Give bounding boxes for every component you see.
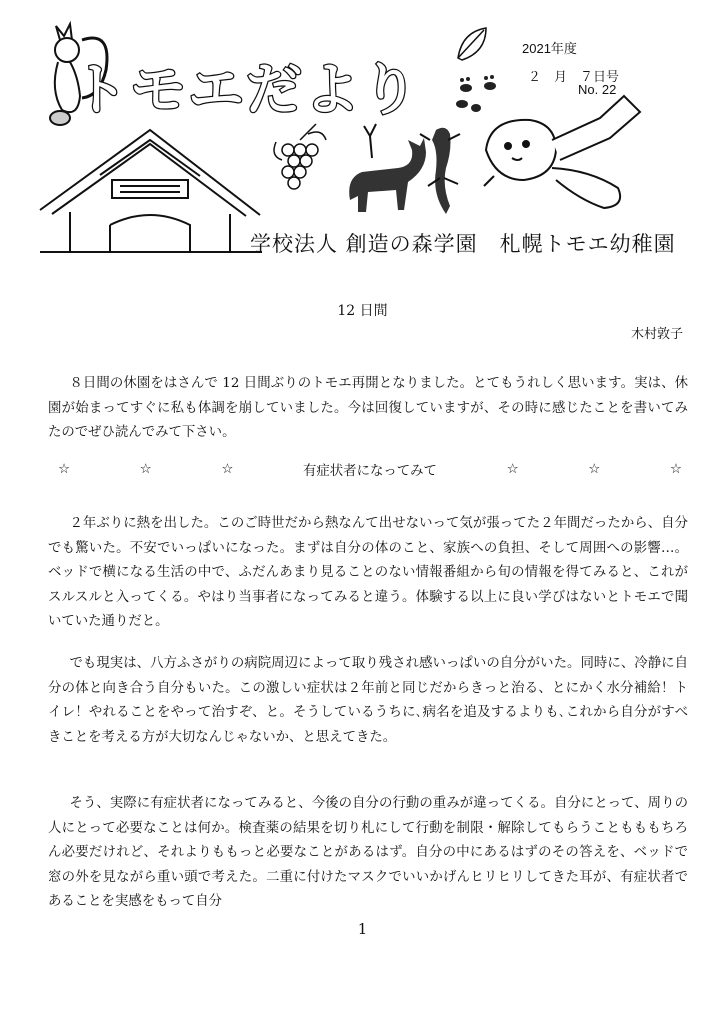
lizard-icon: [420, 128, 460, 214]
masthead: [0, 0, 725, 270]
issue-number: No. 22: [578, 82, 617, 97]
school-name: 学校法人 創造の森学園 札幌トモエ幼稚園: [250, 232, 676, 256]
article-author: 木村敦子: [630, 327, 683, 342]
footprints-icon: [456, 75, 496, 112]
star-decoration: ☆: [506, 462, 519, 477]
body-paragraph-3: そう、実際に有症状者になってみると、今後の自分の行動の重みが違ってくる。自分にとって、周りの人にとって必要なことは何か。検査薬の結果を切り札にして行動を制限・解除してもらうこともももちろん必要だけれど、それよりももっと必要なことがあるはず。自分の中にあるはずのその答えを、ベッドで窓の外を見ながら重い頭で考えた。二重に付けたマスクでいいかげんヒリヒリしてきた耳が、有症状者であることを実感をもって自分: [48, 796, 688, 909]
page-number: 1: [357, 920, 368, 938]
star-decoration: ☆: [58, 462, 71, 477]
section-heading-row: [58, 460, 682, 479]
leaf-icon: [458, 28, 486, 60]
body-paragraph-1: ２年ぶりに熱を出した。このご時世だから熱なんて出せないって気が張ってた２年間だったから、自分でも驚いた。不安でいっぱいになった。まずは自分の体のこと、家族への負担、そして周囲への影響…。ベッドで横になる生活の中で、ふだんあまり見ることのない情報番組から旬の情報を得てみると、これがスルスルと入ってくる。やはり当事者になってみると違う。体験する以上に良い学びはないとトモエで聞いていた通りだと。: [48, 516, 688, 629]
issue-date: ２ 月 ７日号: [528, 69, 620, 84]
star-decoration: ☆: [669, 462, 682, 477]
building-illustration: [40, 130, 262, 252]
article-title: 12 日間: [337, 303, 388, 319]
grapes-icon: [274, 124, 326, 189]
star-decoration: ☆: [139, 462, 152, 477]
star-decoration: ☆: [221, 462, 234, 477]
masthead-title: トモエだより: [72, 58, 420, 123]
intro-paragraph: ８日間の休園をはさんで 12 日間ぶりのトモエ再開となりました。とてもうれしく思います。実は、休園が始まってすぐに私も体調を崩していました。今は回復していますが、その時に感じたことを書いてみたのでぜひ読んでみて下さい。: [48, 376, 688, 440]
body-paragraph-2: でも現実は、八方ふさがりの病院周辺によって取り残され感いっぱいの自分がいた。同時に、冷静に自分の体と向き合う自分もいた。この激しい症状は２年前と同じだからきっと治る、とにかく水分補給！トイレ！やれることをやって治すぞ、と。そうしているうちに､病名を追及するよりも､これから自分がすべきことを考える方が大切なんじゃないか、と思えてきた。: [48, 656, 688, 745]
deer-icon: [349, 124, 426, 212]
fiscal-year: 2021年度: [522, 41, 577, 56]
flying-squirrel-icon: [484, 96, 640, 208]
star-decoration: ☆: [588, 462, 601, 477]
section-heading: 有症状者になってみて: [303, 464, 437, 479]
